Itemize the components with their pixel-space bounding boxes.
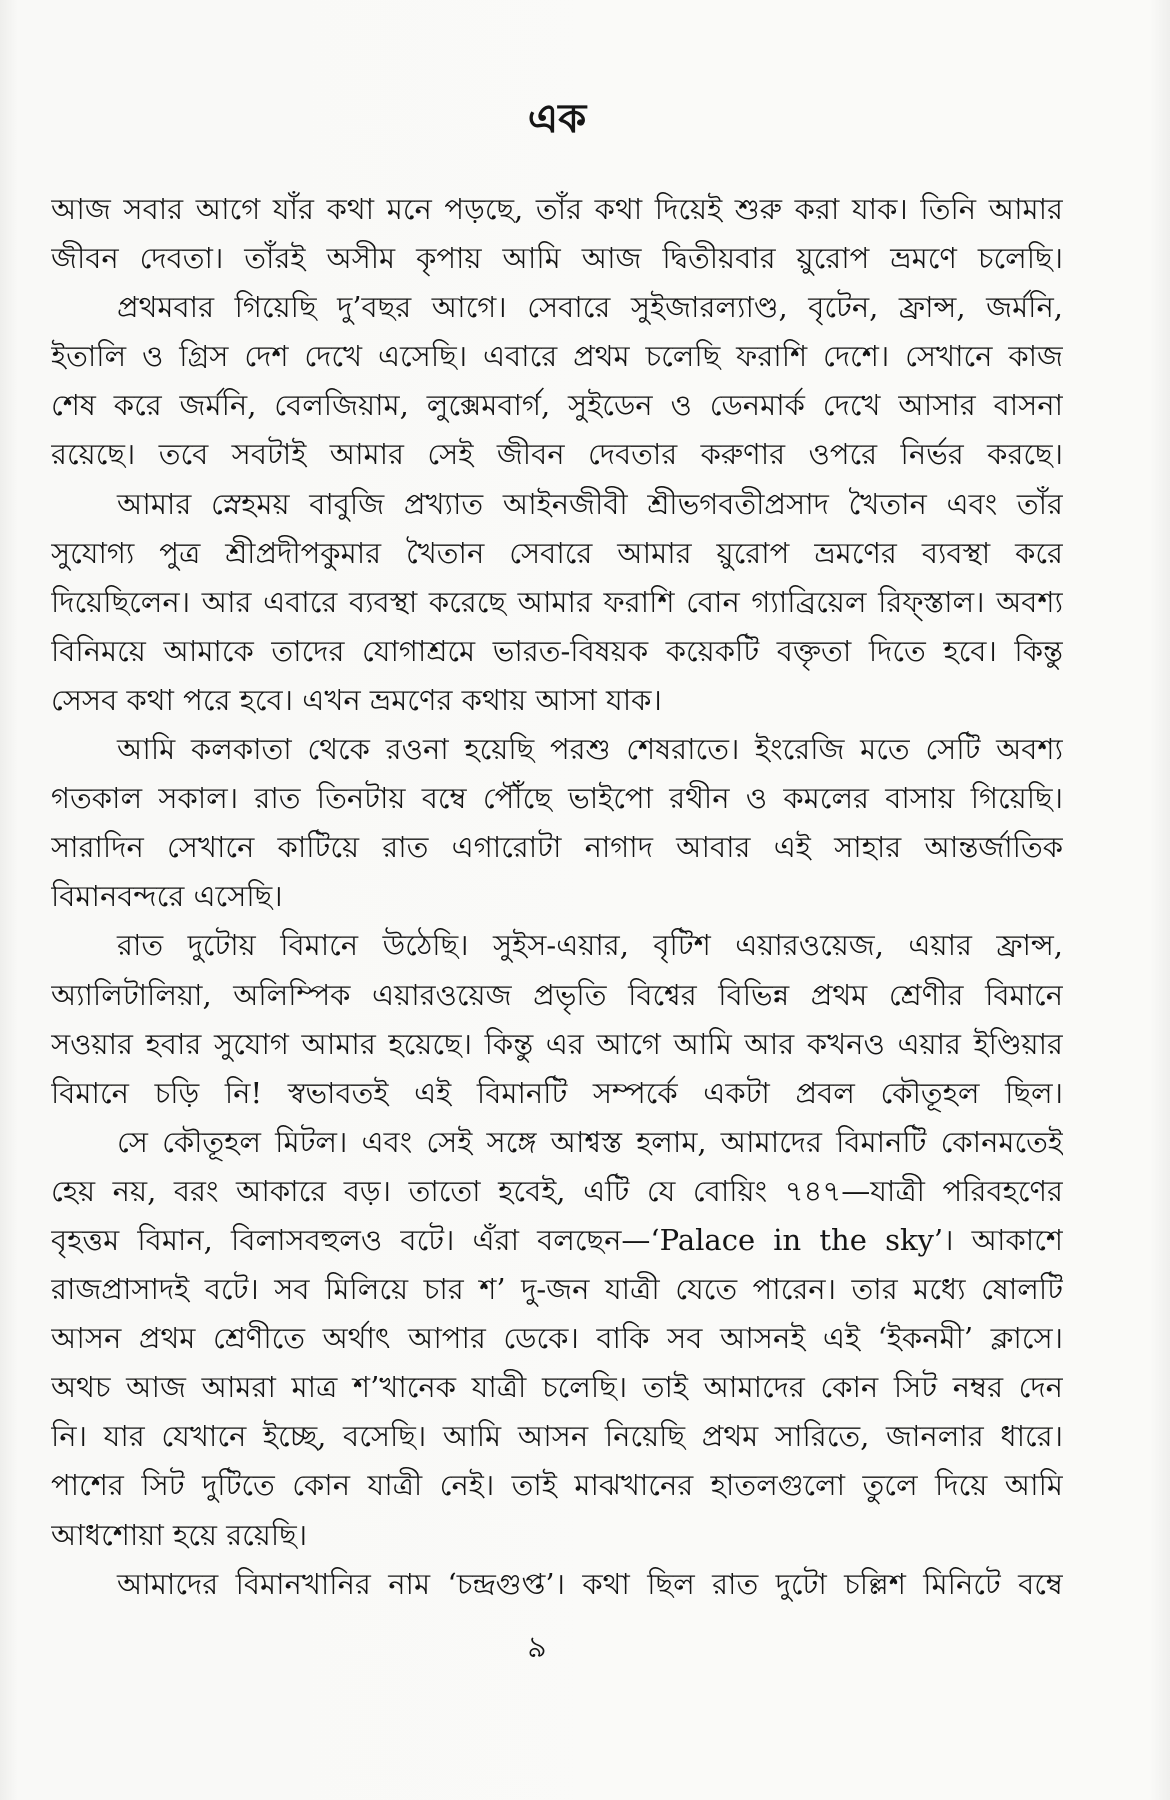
text-line: জীবন দেবতা। তাঁরই অসীম কৃপায় আমি আজ দ্বিতীয়বার য়ুরোপ ভ্রমণে চলেছি। <box>51 241 1063 276</box>
text-line: বৃহত্তম বিমান, বিলাসবহুলও বটে। এঁরা বলছেন—‘Palace in the sky’। আকাশে <box>51 1222 1063 1257</box>
text-line: বিমানবন্দরে এসেছি। <box>51 879 283 914</box>
text-line: গতকাল সকাল। রাত তিনটায় বম্বে পৌঁছে ভাইপো রথীন ও কমলের বাসায় গিয়েছি। <box>51 781 1063 816</box>
text-line: রয়েছে। তবে সবটাই আমার সেই জীবন দেবতার করুণার ওপরে নির্ভর করছে। <box>51 437 1063 472</box>
text-line: পাশের সিট দুটিতে কোন যাত্রী নেই। তাই মাঝখানের হাতলগুলো তুলে দিয়ে আমি <box>51 1468 1063 1503</box>
text-line: আমি কলকাতা থেকে রওনা হয়েছি পরশু শেষরাতে। ইংরেজি মতে সেটি অবশ্য <box>117 732 1063 767</box>
text-line: সুযোগ্য পুত্র শ্রীপ্রদীপকুমার খৈতান সেবারে আমার য়ুরোপ ভ্রমণের ব্যবস্থা করে <box>51 535 1063 570</box>
paragraph <box>51 185 1063 283</box>
text-line: অ্যালিটালিয়া, অলিম্পিক এয়ারওয়েজ প্রভৃতি বিশ্বের বিভিন্ন প্রথম শ্রেণীর বিমানে <box>51 977 1063 1012</box>
text-line: সে কৌতূহল মিটল। এবং সেই সঙ্গে আশ্বস্ত হলাম, আমাদের বিমানটি কোনমতেই <box>117 1124 1063 1159</box>
text-line: সওয়ার হবার সুযোগ আমার হয়েছে। কিন্তু এর আগে আমি আর কখনও এয়ার ইণ্ডিয়ার <box>51 1026 1063 1061</box>
paragraph <box>51 921 1063 1117</box>
text-line: আজ সবার আগে যাঁর কথা মনে পড়ছে, তাঁর কথা দিয়েই শুরু করা যাক। তিনি আমার <box>51 192 1063 226</box>
text-line: হেয় নয়, বরং আকারে বড়। তাতো হবেই, এটি যে বোয়িং ৭৪৭—যাত্রী পরিবহণের <box>51 1173 1063 1208</box>
paragraph <box>51 725 1063 921</box>
text-line: প্রথমবার গিয়েছি দু’বছর আগে। সেবারে সুইজারল্যাণ্ড, বৃটেন, ফ্রান্স, জর্মনি, <box>117 290 1063 325</box>
text-line: নি। যার যেখানে ইচ্ছে, বসেছি। আমি আসন নিয়েছি প্রথম সারিতে, জানলার ধারে। <box>51 1419 1063 1454</box>
text-line: সারাদিন সেখানে কাটিয়ে রাত এগারোটা নাগাদ আবার এই সাহার আন্তর্জাতিক <box>51 830 1063 865</box>
text-line: আসন প্রথম শ্রেণীতে অর্থাৎ আপার ডেকে। বাকি সব আসনই এই ‘ইকনমী’ ক্লাসে। <box>51 1321 1063 1356</box>
text-line: রাজপ্রাসাদই বটে। সব মিলিয়ে চার শ’ দু-জন যাত্রী যেতে পারেন। তার মধ্যে ষোলটি <box>51 1272 1063 1307</box>
text-line: রাত দুটোয় বিমানে উঠেছি। সুইস-এয়ার, বৃটিশ এয়ারওয়েজ, এয়ার ফ্রান্স, <box>117 928 1063 963</box>
text-line: অথচ আজ আমরা মাত্র শ’খানেক যাত্রী চলেছি। তাই আমাদের কোন সিট নম্বর দেন <box>51 1370 1063 1405</box>
text-line: আধশোয়া হয়ে রয়েছি। <box>51 1517 308 1552</box>
paragraph <box>51 283 1063 479</box>
paragraph <box>51 1560 1063 1609</box>
text-line: ইতালি ও গ্রিস দেশ দেখে এসেছি। এবারে প্রথম চলেছি ফরাশি দেশে। সেখানে কাজ <box>51 339 1063 374</box>
chapter-title: এক <box>527 96 587 142</box>
body-text <box>51 185 1063 1609</box>
text-line: শেষ করে জর্মনি, বেলজিয়াম, লুক্সেমবার্গ, সুইডেন ও ডেনমার্ক দেখে আসার বাসনা <box>51 388 1063 423</box>
text-line: বিনিময়ে আমাকে তাদের যোগাশ্রমে ভারত-বিষয়ক কয়েকটি বক্তৃতা দিতে হবে। কিন্তু <box>51 633 1063 668</box>
paragraph <box>51 1118 1063 1560</box>
paragraph <box>51 480 1063 725</box>
text-line: আমার স্নেহময় বাবুজি প্রখ্যাত আইনজীবী শ্রীভগবতীপ্রসাদ খৈতান এবং তাঁর <box>117 486 1063 521</box>
text-line: সেসব কথা পরে হবে। এখন ভ্রমণের কথায় আসা যাক। <box>51 682 662 717</box>
text-line: দিয়েছিলেন। আর এবারে ব্যবস্থা করেছে আমার ফরাশি বোন গ্যাব্রিয়েল রিফ্স্তাল। অবশ্য <box>51 584 1063 619</box>
text-line: আমাদের বিমানখানির নাম ‘চন্দ্রগুপ্ত’। কথা ছিল রাত দুটো চল্লিশ মিনিটে বম্বে <box>117 1566 1063 1601</box>
page-number: ৯ <box>527 1630 547 1665</box>
text-line: বিমানে চড়ি নি! স্বভাবতই এই বিমানটি সম্পর্কে একটা প্রবল কৌতূহল ছিল। <box>51 1075 1063 1110</box>
